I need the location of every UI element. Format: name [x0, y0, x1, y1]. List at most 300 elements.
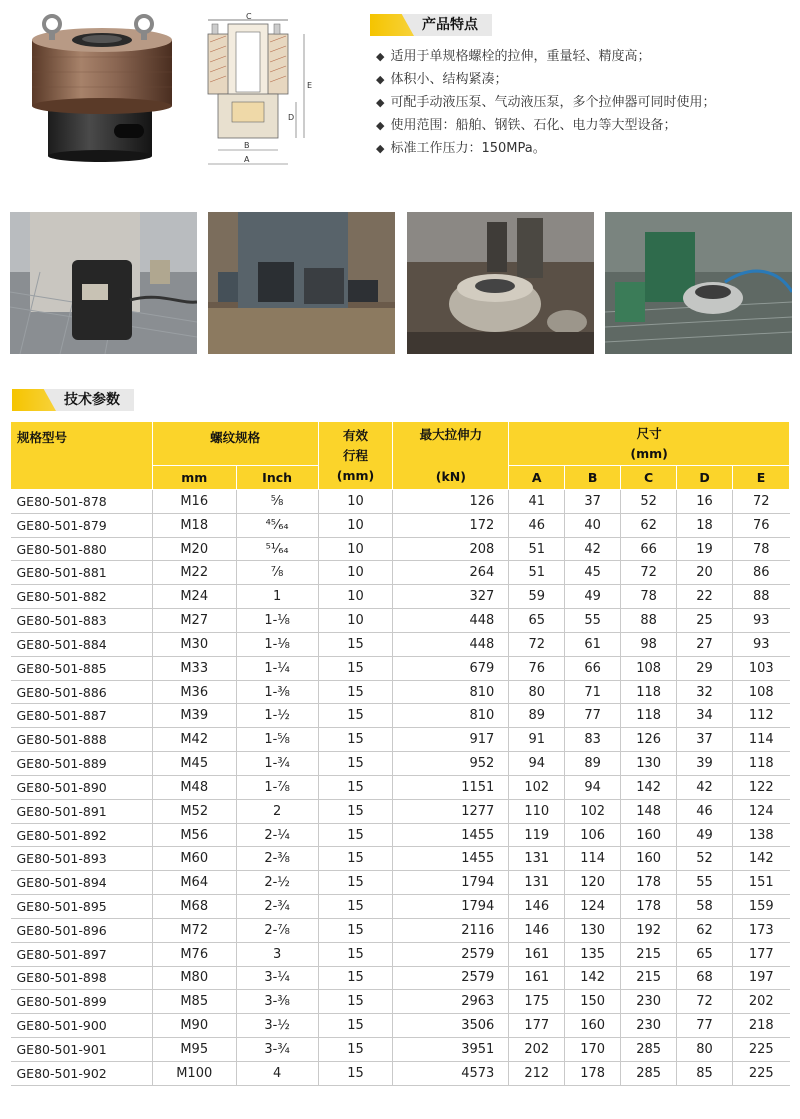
header-dim-d: D: [677, 466, 733, 490]
table-row: [11, 609, 790, 633]
cell-thread-inch: ⁵¹⁄₆₄: [236, 537, 318, 561]
cell-dim-c: 52: [621, 490, 677, 514]
cell-dim-d: 55: [677, 871, 733, 895]
cell-force: 448: [393, 609, 509, 633]
cell-dim-b: 77: [565, 704, 621, 728]
cell-thread-inch: 2-¾: [236, 895, 318, 919]
cell-thread-inch: 2-⅜: [236, 847, 318, 871]
header-stroke: [318, 422, 393, 490]
cell-force: 952: [393, 752, 509, 776]
cell-stroke: 15: [318, 704, 393, 728]
cell-dim-a: 175: [509, 990, 565, 1014]
application-photo-2: [208, 212, 395, 354]
cell-model: GE80-501-886: [11, 680, 153, 704]
cell-stroke: 10: [318, 585, 393, 609]
cell-dim-d: 19: [677, 537, 733, 561]
header-force: [393, 422, 509, 490]
cell-dim-c: 118: [621, 680, 677, 704]
table-row: [11, 847, 790, 871]
cell-dim-d: 34: [677, 704, 733, 728]
cell-dim-c: 88: [621, 609, 677, 633]
cell-force: 2579: [393, 966, 509, 990]
table-row: [11, 561, 790, 585]
cell-dim-d: 37: [677, 728, 733, 752]
cell-thread-mm: M33: [152, 656, 236, 680]
cell-model: GE80-501-893: [11, 847, 153, 871]
header-stroke-1: 有效: [342, 427, 368, 443]
cell-stroke: 15: [318, 871, 393, 895]
application-photo-1: [10, 212, 197, 354]
cell-force: 4573: [393, 1061, 509, 1085]
table-row: [11, 918, 790, 942]
table-row: [11, 775, 790, 799]
cell-stroke: 15: [318, 775, 393, 799]
cell-dim-c: 215: [621, 942, 677, 966]
cell-model: GE80-501-902: [11, 1061, 153, 1085]
cell-model: GE80-501-883: [11, 609, 153, 633]
cell-stroke: 15: [318, 895, 393, 919]
cell-dim-d: 16: [677, 490, 733, 514]
cell-thread-mm: M52: [152, 799, 236, 823]
table-row: [11, 490, 790, 514]
header-dims-label: 尺寸: [636, 425, 662, 441]
cell-dim-a: 51: [509, 561, 565, 585]
cell-model: GE80-501-881: [11, 561, 153, 585]
cell-stroke: 15: [318, 632, 393, 656]
cell-dim-a: 102: [509, 775, 565, 799]
cell-force: 679: [393, 656, 509, 680]
cell-stroke: 10: [318, 609, 393, 633]
cell-dim-b: 178: [565, 1061, 621, 1085]
dimension-diagram: [200, 12, 330, 174]
cell-dim-a: 41: [509, 490, 565, 514]
cell-force: 1455: [393, 823, 509, 847]
cell-dim-c: 98: [621, 632, 677, 656]
cell-thread-mm: M42: [152, 728, 236, 752]
cell-dim-e: 112: [732, 704, 789, 728]
cell-force: 917: [393, 728, 509, 752]
cell-thread-mm: M39: [152, 704, 236, 728]
cell-dim-c: 62: [621, 513, 677, 537]
cell-stroke: 15: [318, 942, 393, 966]
cell-thread-inch: 2-¼: [236, 823, 318, 847]
cell-dim-a: 177: [509, 1014, 565, 1038]
specs-section-header: [12, 389, 134, 411]
cell-dim-d: 39: [677, 752, 733, 776]
table-row: [11, 823, 790, 847]
cell-model: GE80-501-900: [11, 1014, 153, 1038]
dim-label-e: E: [307, 81, 313, 90]
feature-item: ◆ 使用范围：船舶、钢铁、石化、电力等大型设备；: [370, 114, 790, 137]
cell-thread-inch: 1-⅛: [236, 632, 318, 656]
cell-dim-a: 146: [509, 895, 565, 919]
cell-dim-b: 89: [565, 752, 621, 776]
cell-dim-d: 72: [677, 990, 733, 1014]
cell-force: 1794: [393, 871, 509, 895]
table-row: [11, 1038, 790, 1062]
cell-stroke: 15: [318, 752, 393, 776]
cell-stroke: 15: [318, 918, 393, 942]
cell-thread-inch: 1: [236, 585, 318, 609]
cell-thread-mm: M56: [152, 823, 236, 847]
cell-thread-inch: 1-¼: [236, 656, 318, 680]
cell-stroke: 15: [318, 680, 393, 704]
cell-thread-inch: ⅞: [236, 561, 318, 585]
cell-model: GE80-501-896: [11, 918, 153, 942]
cell-thread-inch: 1-⅛: [236, 609, 318, 633]
cell-model: GE80-501-879: [11, 513, 153, 537]
cell-dim-b: 55: [565, 609, 621, 633]
cell-model: GE80-501-898: [11, 966, 153, 990]
header-force-label: 最大拉伸力: [419, 426, 483, 442]
cell-dim-a: 89: [509, 704, 565, 728]
cell-dim-a: 80: [509, 680, 565, 704]
cell-dim-e: 225: [732, 1061, 789, 1085]
cell-dim-e: 122: [732, 775, 789, 799]
features-section: [370, 14, 790, 160]
cell-stroke: 15: [318, 1061, 393, 1085]
cell-dim-c: 148: [621, 799, 677, 823]
cell-dim-c: 160: [621, 823, 677, 847]
cell-dim-d: 85: [677, 1061, 733, 1085]
cell-thread-inch: 3-⅜: [236, 990, 318, 1014]
table-row: [11, 704, 790, 728]
cell-dim-a: 110: [509, 799, 565, 823]
cell-dim-c: 215: [621, 966, 677, 990]
cell-stroke: 10: [318, 561, 393, 585]
cell-stroke: 10: [318, 490, 393, 514]
cell-dim-b: 130: [565, 918, 621, 942]
cell-stroke: 15: [318, 728, 393, 752]
cell-dim-c: 285: [621, 1061, 677, 1085]
table-row: [11, 799, 790, 823]
cell-dim-a: 161: [509, 942, 565, 966]
cell-dim-e: 86: [732, 561, 789, 585]
cell-dim-c: 118: [621, 704, 677, 728]
cell-stroke: 15: [318, 799, 393, 823]
cell-force: 2579: [393, 942, 509, 966]
header-stroke-unit: (mm): [336, 467, 375, 483]
cell-dim-e: 72: [732, 490, 789, 514]
cell-model: GE80-501-884: [11, 632, 153, 656]
specs-title: 技术参数: [12, 389, 134, 411]
cell-dim-b: 45: [565, 561, 621, 585]
cell-force: 1794: [393, 895, 509, 919]
cell-thread-inch: 3-¼: [236, 966, 318, 990]
cell-thread-inch: ⅝: [236, 490, 318, 514]
header-dim-c: C: [621, 466, 677, 490]
cell-force: 1455: [393, 847, 509, 871]
cell-dim-a: 65: [509, 609, 565, 633]
cell-dim-b: 124: [565, 895, 621, 919]
cell-force: 2116: [393, 918, 509, 942]
cell-dim-d: 80: [677, 1038, 733, 1062]
cell-thread-inch: ⁴⁵⁄₆₄: [236, 513, 318, 537]
cell-model: GE80-501-895: [11, 895, 153, 919]
cell-dim-a: 46: [509, 513, 565, 537]
cell-thread-mm: M27: [152, 609, 236, 633]
product-photo: [26, 12, 178, 162]
cell-dim-a: 91: [509, 728, 565, 752]
cell-thread-inch: 2-⅞: [236, 918, 318, 942]
cell-dim-c: 78: [621, 585, 677, 609]
cell-dim-b: 142: [565, 966, 621, 990]
cell-dim-d: 18: [677, 513, 733, 537]
cell-dim-e: 138: [732, 823, 789, 847]
table-row: [11, 942, 790, 966]
cell-dim-a: 212: [509, 1061, 565, 1085]
cell-dim-c: 130: [621, 752, 677, 776]
cell-dim-e: 78: [732, 537, 789, 561]
cell-dim-e: 218: [732, 1014, 789, 1038]
table-row: [11, 752, 790, 776]
cell-dim-c: 192: [621, 918, 677, 942]
cell-dim-d: 46: [677, 799, 733, 823]
spec-table: [10, 421, 790, 1086]
cell-model: GE80-501-888: [11, 728, 153, 752]
table-row: [11, 1014, 790, 1038]
cell-dim-b: 37: [565, 490, 621, 514]
table-row: [11, 656, 790, 680]
cell-dim-b: 42: [565, 537, 621, 561]
cell-dim-b: 94: [565, 775, 621, 799]
cell-thread-mm: M45: [152, 752, 236, 776]
header-thread: 螺纹规格: [152, 422, 318, 466]
cell-dim-e: 93: [732, 632, 789, 656]
dim-label-c: C: [246, 12, 252, 21]
table-row: [11, 585, 790, 609]
cell-thread-mm: M68: [152, 895, 236, 919]
cell-dim-c: 160: [621, 847, 677, 871]
header-dim-b: B: [565, 466, 621, 490]
cell-thread-mm: M90: [152, 1014, 236, 1038]
cell-force: 327: [393, 585, 509, 609]
cell-thread-mm: M80: [152, 966, 236, 990]
cell-thread-mm: M20: [152, 537, 236, 561]
cell-stroke: 10: [318, 537, 393, 561]
cell-dim-c: 66: [621, 537, 677, 561]
cell-force: 3951: [393, 1038, 509, 1062]
cell-dim-d: 62: [677, 918, 733, 942]
cell-dim-e: 88: [732, 585, 789, 609]
cell-dim-a: 119: [509, 823, 565, 847]
cell-dim-b: 150: [565, 990, 621, 1014]
cell-model: GE80-501-899: [11, 990, 153, 1014]
cell-force: 264: [393, 561, 509, 585]
cell-force: 810: [393, 704, 509, 728]
cell-stroke: 15: [318, 966, 393, 990]
cell-dim-e: 93: [732, 609, 789, 633]
cell-thread-mm: M100: [152, 1061, 236, 1085]
cell-model: GE80-501-880: [11, 537, 153, 561]
cell-dim-c: 178: [621, 895, 677, 919]
cell-dim-a: 76: [509, 656, 565, 680]
cell-dim-c: 230: [621, 990, 677, 1014]
cell-dim-e: 151: [732, 871, 789, 895]
cell-dim-d: 29: [677, 656, 733, 680]
cell-model: GE80-501-889: [11, 752, 153, 776]
cell-thread-inch: 3-½: [236, 1014, 318, 1038]
cell-dim-e: 225: [732, 1038, 789, 1062]
feature-item: ◆ 标准工作压力：150MPa。: [370, 137, 790, 160]
cell-thread-mm: M76: [152, 942, 236, 966]
cell-dim-b: 40: [565, 513, 621, 537]
cell-force: 3506: [393, 1014, 509, 1038]
cell-dim-d: 27: [677, 632, 733, 656]
feature-item: ◆ 可配手动液压泵、气动液压泵，多个拉伸器可同时使用；: [370, 91, 790, 114]
cell-dim-e: 103: [732, 656, 789, 680]
header-thread-inch: Inch: [236, 466, 318, 490]
cell-thread-mm: M85: [152, 990, 236, 1014]
cell-stroke: 15: [318, 656, 393, 680]
cell-thread-mm: M60: [152, 847, 236, 871]
cell-dim-a: 131: [509, 847, 565, 871]
cell-dim-a: 72: [509, 632, 565, 656]
cell-force: 810: [393, 680, 509, 704]
cell-force: 1277: [393, 799, 509, 823]
cell-dim-b: 170: [565, 1038, 621, 1062]
cell-stroke: 15: [318, 847, 393, 871]
cell-thread-inch: 1-⅝: [236, 728, 318, 752]
cell-dim-c: 178: [621, 871, 677, 895]
cell-dim-a: 161: [509, 966, 565, 990]
cell-dim-b: 102: [565, 799, 621, 823]
cell-thread-inch: 1-⅞: [236, 775, 318, 799]
table-row: [11, 1061, 790, 1085]
cell-dim-e: 197: [732, 966, 789, 990]
cell-dim-e: 142: [732, 847, 789, 871]
cell-dim-d: 20: [677, 561, 733, 585]
cell-model: GE80-501-887: [11, 704, 153, 728]
cell-thread-mm: M95: [152, 1038, 236, 1062]
cell-dim-b: 71: [565, 680, 621, 704]
cell-thread-mm: M16: [152, 490, 236, 514]
cell-dim-d: 77: [677, 1014, 733, 1038]
cell-model: GE80-501-885: [11, 656, 153, 680]
cell-dim-d: 49: [677, 823, 733, 847]
header-dims: [509, 422, 790, 466]
cell-model: GE80-501-894: [11, 871, 153, 895]
cell-dim-b: 83: [565, 728, 621, 752]
cell-thread-inch: 3-¾: [236, 1038, 318, 1062]
cell-dim-d: 32: [677, 680, 733, 704]
header-dim-a: A: [509, 466, 565, 490]
cell-force: 1151: [393, 775, 509, 799]
header-dims-unit: (mm): [630, 445, 668, 461]
table-row: [11, 990, 790, 1014]
cell-dim-a: 94: [509, 752, 565, 776]
table-row: [11, 728, 790, 752]
cell-model: GE80-501-878: [11, 490, 153, 514]
cell-dim-a: 131: [509, 871, 565, 895]
cell-dim-d: 52: [677, 847, 733, 871]
header-stroke-2: 行程: [342, 447, 368, 463]
cell-dim-d: 65: [677, 942, 733, 966]
cell-stroke: 15: [318, 823, 393, 847]
cell-dim-c: 126: [621, 728, 677, 752]
cell-dim-e: 118: [732, 752, 789, 776]
cell-thread-mm: M48: [152, 775, 236, 799]
cell-thread-mm: M24: [152, 585, 236, 609]
cell-dim-e: 124: [732, 799, 789, 823]
cell-dim-d: 42: [677, 775, 733, 799]
cell-thread-mm: M64: [152, 871, 236, 895]
cell-dim-a: 202: [509, 1038, 565, 1062]
table-row: [11, 680, 790, 704]
cell-stroke: 10: [318, 513, 393, 537]
cell-dim-c: 285: [621, 1038, 677, 1062]
cell-thread-mm: M36: [152, 680, 236, 704]
cell-dim-b: 66: [565, 656, 621, 680]
cell-force: 208: [393, 537, 509, 561]
cell-model: GE80-501-892: [11, 823, 153, 847]
cell-model: GE80-501-882: [11, 585, 153, 609]
cell-model: GE80-501-891: [11, 799, 153, 823]
features-title: 产品特点: [370, 14, 492, 36]
cell-dim-b: 120: [565, 871, 621, 895]
table-row: [11, 632, 790, 656]
cell-force: 126: [393, 490, 509, 514]
cell-dim-b: 106: [565, 823, 621, 847]
cell-dim-d: 68: [677, 966, 733, 990]
cell-thread-mm: M30: [152, 632, 236, 656]
cell-force: 172: [393, 513, 509, 537]
cell-dim-e: 159: [732, 895, 789, 919]
cell-thread-mm: M72: [152, 918, 236, 942]
cell-model: GE80-501-897: [11, 942, 153, 966]
cell-dim-e: 173: [732, 918, 789, 942]
cell-dim-c: 230: [621, 1014, 677, 1038]
table-row: [11, 895, 790, 919]
feature-item: ◆ 适用于单规格螺栓的拉伸，重量轻、精度高；: [370, 45, 790, 68]
dim-label-a: A: [244, 155, 250, 164]
header-model: 规格型号: [11, 422, 153, 490]
cell-dim-a: 51: [509, 537, 565, 561]
cell-dim-a: 146: [509, 918, 565, 942]
header-thread-mm: mm: [152, 466, 236, 490]
feature-list: [370, 45, 790, 160]
cell-dim-c: 108: [621, 656, 677, 680]
header-dim-e: E: [732, 466, 789, 490]
table-row: [11, 966, 790, 990]
cell-dim-e: 177: [732, 942, 789, 966]
application-photo-4: [605, 212, 792, 354]
cell-dim-d: 22: [677, 585, 733, 609]
feature-item: ◆ 体积小、结构紧凑；: [370, 68, 790, 91]
cell-stroke: 15: [318, 1038, 393, 1062]
cell-thread-inch: 1-¾: [236, 752, 318, 776]
cell-dim-d: 58: [677, 895, 733, 919]
cell-thread-mm: M22: [152, 561, 236, 585]
cell-model: GE80-501-890: [11, 775, 153, 799]
cell-dim-b: 114: [565, 847, 621, 871]
cell-thread-inch: 2-½: [236, 871, 318, 895]
cell-dim-e: 108: [732, 680, 789, 704]
cell-dim-c: 72: [621, 561, 677, 585]
cell-thread-inch: 4: [236, 1061, 318, 1085]
cell-thread-inch: 1-⅜: [236, 680, 318, 704]
table-row: [11, 871, 790, 895]
table-row: [11, 513, 790, 537]
cell-dim-d: 25: [677, 609, 733, 633]
cell-stroke: 15: [318, 1014, 393, 1038]
cell-dim-b: 160: [565, 1014, 621, 1038]
cell-thread-inch: 1-½: [236, 704, 318, 728]
dim-label-d: D: [288, 113, 295, 122]
cell-dim-a: 59: [509, 585, 565, 609]
cell-thread-inch: 3: [236, 942, 318, 966]
cell-stroke: 15: [318, 990, 393, 1014]
